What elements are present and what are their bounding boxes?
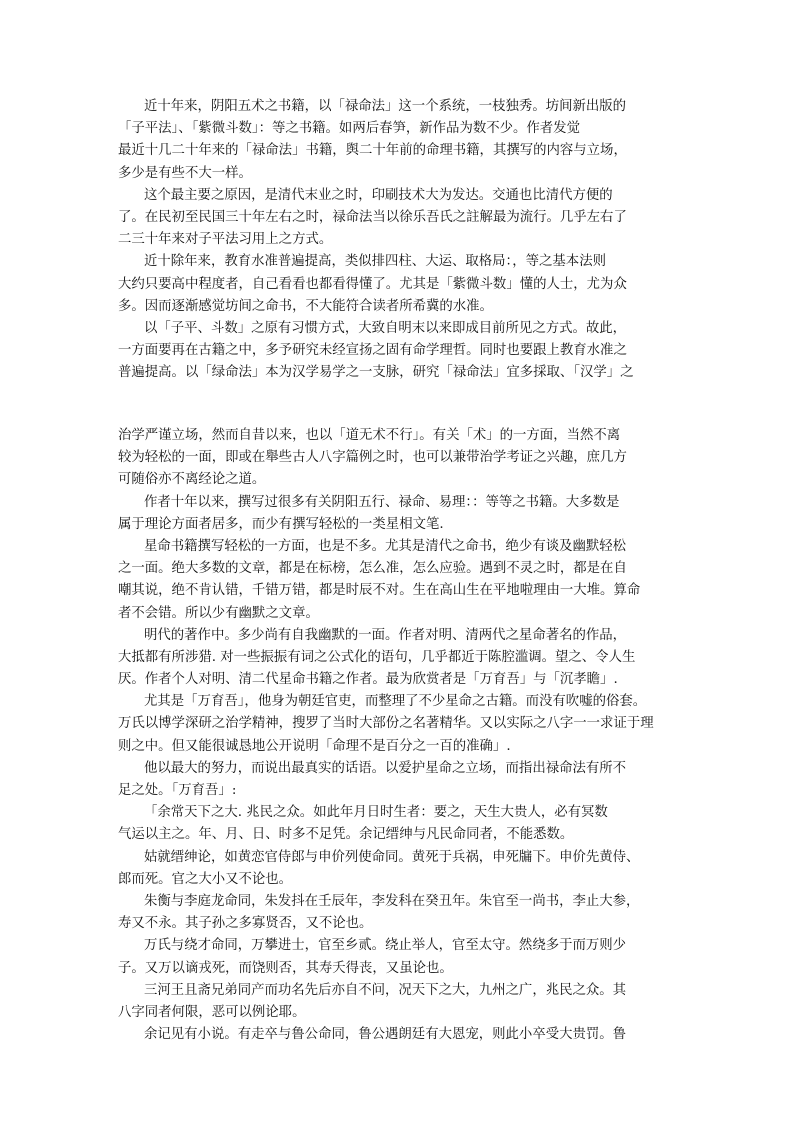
text-line: 属于理论方面者居多，而少有撰写轻松的一类星相文笔. [118,516,444,532]
text-line: 厌。作者个人对明、清二代星命书籍之作者。最为欣赏者是「万育吾」与「沉孝瞻」. [118,672,618,688]
text-line: 朱衡与李庭龙命同，朱发抖在壬辰年，李发科在癸丑年。朱官至一尚书，李止大参， [144,893,640,909]
text-line: 寿又不永。其子孙之多寡贤否，又不论也。 [118,916,373,932]
text-block-bottom [118,425,678,1046]
text-line: 明代的著作中。多少尚有自我幽默的一面。作者对明、清两代之星命著名的作品， [144,627,627,643]
text-line: 八字同者何限，恶可以例论耶。 [118,1004,306,1020]
text-block-top [118,96,678,384]
text-line: 了。在民初至民国三十年左右之时，禄命法当以徐乐吾氏之註解最为流行。几乎左右了 [118,209,627,225]
text-line: 近十除年来，教育水准普遍提高，类似排四柱、大运、取格局：，等之基本法则 [144,254,606,270]
text-line: 多少是有些不大一样。 [118,165,252,181]
text-line: 大约只要高中程度者，自己看看也都看得懂了。尤其是「紫微斗数」懂的人士，尤为众 [118,276,627,292]
text-line: 则之中。但又能很诚恳地公开说明「命理不是百分之一百的准确」. [118,738,511,754]
text-line: 三河王且斋兄弟同产而功名先后亦自不问，况天下之大，九州之广，兆民之众。其 [144,982,627,998]
text-line: 之一面。绝大多数的文章，都是在标榜，怎么准，怎么应验。遇到不灵之时，都是在自 [118,561,627,577]
text-line: 气运以主之。年、月、日、时多不足凭。余记缙绅与凡民命同者，不能悉数。 [118,827,574,843]
text-line: 万氏与绕才命同，万攀进士，官至乡贰。绕止举人，官至太守。然绕多于而万则少 [144,938,627,954]
text-line: 一方面要再在古籍之中，多予研究未经宣扬之固有命学理哲。同时也要跟上教育水准之 [118,343,627,359]
text-line: 较为轻松的一面，即或在舉些古人八字篇例之时，也可以兼带治学考证之兴趣，庶几方 [118,450,627,466]
text-line: 万氏以博学深研之治学精神，搜罗了当时大部份之名著精华。又以实际之八字一一求证于理 [118,716,654,732]
text-line: 「余常天下之大. 兆民之众。如此年月日时生者：要之，天生大贵人，必有冥数 [144,805,608,821]
text-line: 子。又万以谪戎死，而饶则否，其寿夭得丧，又虽论也。 [118,960,453,976]
text-line: 近十年来，阴阳五术之书籍，以「禄命法」这一个系统，一枝独秀。坊间新出版的 [144,99,627,114]
text-line: 以「子平、斗数」之原有习惯方式，大致自明末以来即成目前所见之方式。故此， [144,320,627,336]
text-line: 大抵都有所涉猎. 对一些振振有词之公式化的语句，几乎都近于陈腔滥调。望之、令人生 [118,649,636,665]
text-line: 余记见有小说。有走卒与鲁公命同，鲁公遇朗廷有大恩宠，则此小卒受大贵罚。鲁 [144,1027,627,1043]
text-line: 星命书籍撰写轻松的一方面，也是不多。尤其是清代之命书，绝少有谈及幽默轻松 [144,538,627,554]
text-line: 姑就缙绅论，如黄恋官侍郎与申价列使命同。黄死于兵祸，申死牖下。申价先黄侍、 [144,849,640,865]
text-line: 「子平法」、「紫微斗数」：等之书籍。如两后春笋，新作品为数不少。作者发觉 [118,121,580,137]
text-line: 作者十年以来，撰写过很多有关阴阳五行、禄命、易理：：等等之书籍。大多数是 [144,494,620,510]
text-line: 普遍提高。以「绿命法」本为汉学易学之一支脉，研究「禄命法」宜多採取、「汉学」之 [118,365,634,381]
text-line: 郎而死。官之大小又不论也。 [118,871,293,887]
text-line: 嘲其说，绝不肯认错，千错万错，都是时辰不对。生在高山生在平地啦理由一大堆。算命 [118,583,641,599]
text-line: 者不会错。所以少有幽默之文章。 [118,605,319,621]
text-line: 他以最大的努力，而说出最真实的话语。以爱护星命之立场，而指出禄命法有所不 [144,760,627,776]
text-line: 这个最主要之原因，是清代末业之时，印刷技术大为发达。交通也比清代方便的 [144,187,613,203]
text-line: 足之处。「万育吾」: [118,783,237,798]
text-line: 二三十年来对子平法习用上之方式。 [118,232,333,248]
text-line: 最近十几二十年来的「禄命法」书籍，舆二十年前的命理书籍，其撰写的内容与立场， [118,143,627,159]
text-line: 多。因而逐渐感觉坊间之命书，不大能符合读者所希冀的水准。 [118,298,493,314]
text-line: 治学严谨立场，然而自昔以来，也以「道无术不行」。有关「术」的一方面，当然不离 [118,428,621,443]
text-line: 可随俗亦不离经论之道。 [118,472,266,488]
text-line: 尤其是「万育吾」，他身为朝廷官吏，而整理了不少星命之古籍。而没有吹嘘的俗套。 [144,694,647,710]
